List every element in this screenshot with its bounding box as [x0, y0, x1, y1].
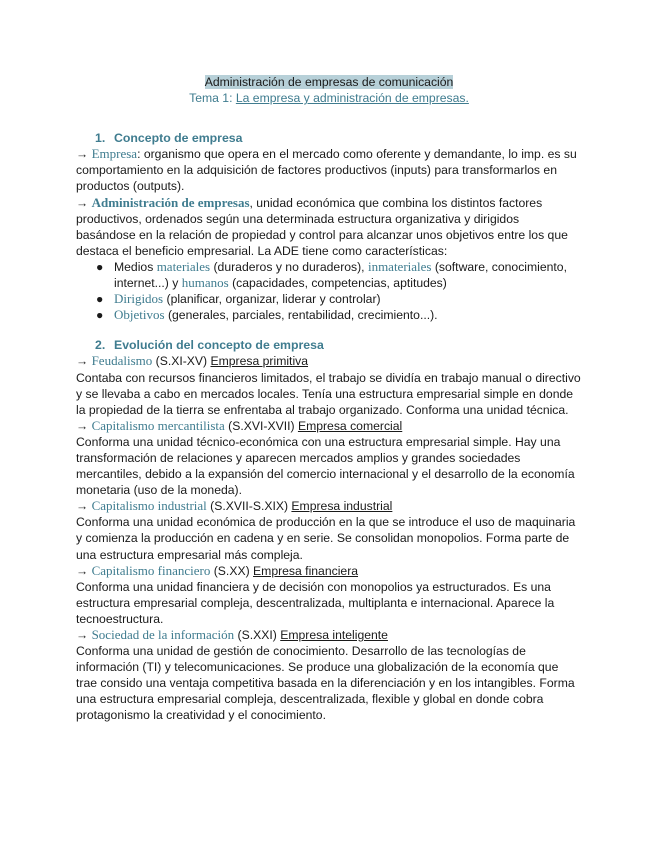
document-title-text: Administración de empresas de comunicación: [204, 75, 454, 89]
document-subtitle: [76, 90, 582, 106]
list-text: (generales, parciales, rentabilidad, crecimiento...).: [164, 308, 438, 323]
era-capitalismo-financiero: [76, 563, 582, 627]
section-number: 2.: [95, 338, 106, 353]
era-company-type: Empresa primitiva: [210, 354, 309, 369]
subtitle-topic: La empresa y administración de empresas.: [235, 91, 469, 106]
term-administracion: Administración de empresas: [91, 194, 250, 210]
bullet-dot: ●: [96, 292, 104, 307]
era-line: [76, 498, 582, 514]
era-capitalismo-mercantilista: [76, 418, 582, 498]
arrow-glyph: →: [76, 563, 92, 578]
bullet-dot: ●: [96, 308, 104, 323]
term-era: Capitalismo financiero: [91, 562, 211, 578]
era-description: Contaba con recursos financieros limitados, el trabajo se dividía en trabajo manual o directivo y se llevaba a cabo en mercados locales. Tenía una estructura empresarial simple en donde la propiedad de la tierra se enfrentaba al trabajo organizado. Conforma una unidad técnica.: [76, 370, 581, 417]
arrow-glyph: →: [76, 354, 92, 369]
term-humanos: humanos: [181, 275, 229, 291]
era-line: [76, 418, 582, 434]
list-text: (software, conocimiento, internet...) y: [114, 259, 567, 291]
arrow-glyph: →: [76, 499, 92, 514]
term-era: Capitalismo mercantilista: [91, 417, 225, 433]
term-materiales: materiales: [156, 258, 211, 274]
era-company-type: Empresa comercial: [297, 418, 403, 433]
era-description: Conforma una unidad de gestión de conocimiento. Desarrollo de las tecnologías de información (TI) y telecomunicaciones. Se produce una globalización de la economía que trae consido una ventaja competitiva basada en la diferenciación y en los intangibles. Forma una estructura empresarial compleja, descentralizada, flexible y global en donde cobra protagonismo la creatividad y el conocimiento.: [76, 644, 575, 723]
arrow-glyph: →: [76, 147, 92, 162]
list-item-dirigidos: [76, 291, 582, 307]
era-company-type: Empresa industrial: [291, 499, 393, 514]
term-era: Feudalismo: [91, 353, 153, 369]
era-company-type: Empresa inteligente: [280, 628, 388, 642]
term-era: Sociedad de la información: [91, 627, 235, 642]
era-description: Conforma una unidad técnico-económica con una estructura empresarial simple. Hay una transformación de relaciones y aparecen mercados amplios y grandes sociedades mercantiles, debido a la expansión del comercio internacional y el desarrollo de la economía monetaria (uso de la moneda).: [76, 434, 575, 498]
section-number: 1.: [95, 131, 106, 146]
list-item-objetivos: [76, 307, 582, 323]
era-company-type: Empresa financiera: [253, 563, 359, 578]
term-empresa: Empresa: [91, 146, 138, 162]
era-period: (S.XI-XV): [152, 354, 211, 369]
term-era: Capitalismo industrial: [91, 498, 207, 514]
era-description: Conforma una unidad económica de producción en la que se introduce el uso de maquinaria y comienza la producción en cadena y en serie. Se consolidan monopolios. Forma parte de una estructura empresarial más compleja.: [76, 515, 576, 562]
section-heading-concepto: [76, 130, 582, 146]
list-text: (duraderos y no duraderos),: [210, 259, 368, 274]
document-title: [76, 74, 582, 90]
characteristics-list: [76, 259, 582, 323]
era-period: (S.XX): [210, 563, 254, 578]
term-objetivos: Objetivos: [114, 307, 165, 323]
arrow-glyph: →: [76, 418, 92, 433]
section-heading-text: Concepto de empresa: [114, 131, 243, 146]
era-sociedad-informacion: [76, 627, 582, 724]
subtitle-separator: :: [229, 91, 236, 106]
list-item-medios: [76, 259, 582, 291]
era-line: [76, 563, 582, 579]
era-feudalismo: [76, 353, 582, 417]
section-heading-evolucion: [76, 337, 582, 353]
paragraph-text: : organismo que opera en el mercado como oferente y demandante, lo imp. es su comportamiento en la adquisición de factores productivos (inputs) para transformarlos en productos (outputs).: [76, 147, 577, 194]
era-line: [76, 353, 582, 369]
arrow-glyph: →: [76, 628, 92, 642]
list-text: Medios: [114, 259, 157, 274]
document-body: [76, 74, 582, 724]
era-period: (S.XVI-XVII): [224, 418, 298, 433]
bullet-dot: ●: [96, 259, 104, 274]
paragraph-text: , unidad económica que combina los distintos factores productivos, ordenados según una determinada estructura organizativa y dirigidos basándose en la relación de propiedad y control para alcanzar unos objetivos entre los que destaca el beneficio empresarial. La ADE tiene como características:: [76, 195, 568, 258]
list-text: (capacidades, competencias, aptitudes): [228, 276, 447, 291]
term-inmateriales: inmateriales: [367, 258, 432, 274]
paragraph-ade: [76, 195, 582, 259]
section-heading-text: Evolución del concepto de empresa: [114, 338, 324, 353]
subtitle-prefix: Tema 1: [189, 91, 230, 106]
paragraph-empresa: [76, 146, 582, 194]
list-text: (planificar, organizar, liderar y controlar): [163, 292, 381, 307]
era-description: Conforma una unidad financiera y de decisión con monopolios ya estructurados. Es una estructura empresarial compleja, descentralizada, multiplanta e internacional. Aparece la tecnoestructura.: [76, 579, 555, 626]
era-period: (S.XVII-S.XIX): [206, 499, 292, 514]
era-line: [76, 627, 582, 643]
era-period: (S.XXI): [234, 628, 281, 642]
era-capitalismo-industrial: [76, 498, 582, 562]
term-dirigidos: Dirigidos: [114, 291, 164, 307]
arrow-glyph: →: [76, 195, 92, 210]
